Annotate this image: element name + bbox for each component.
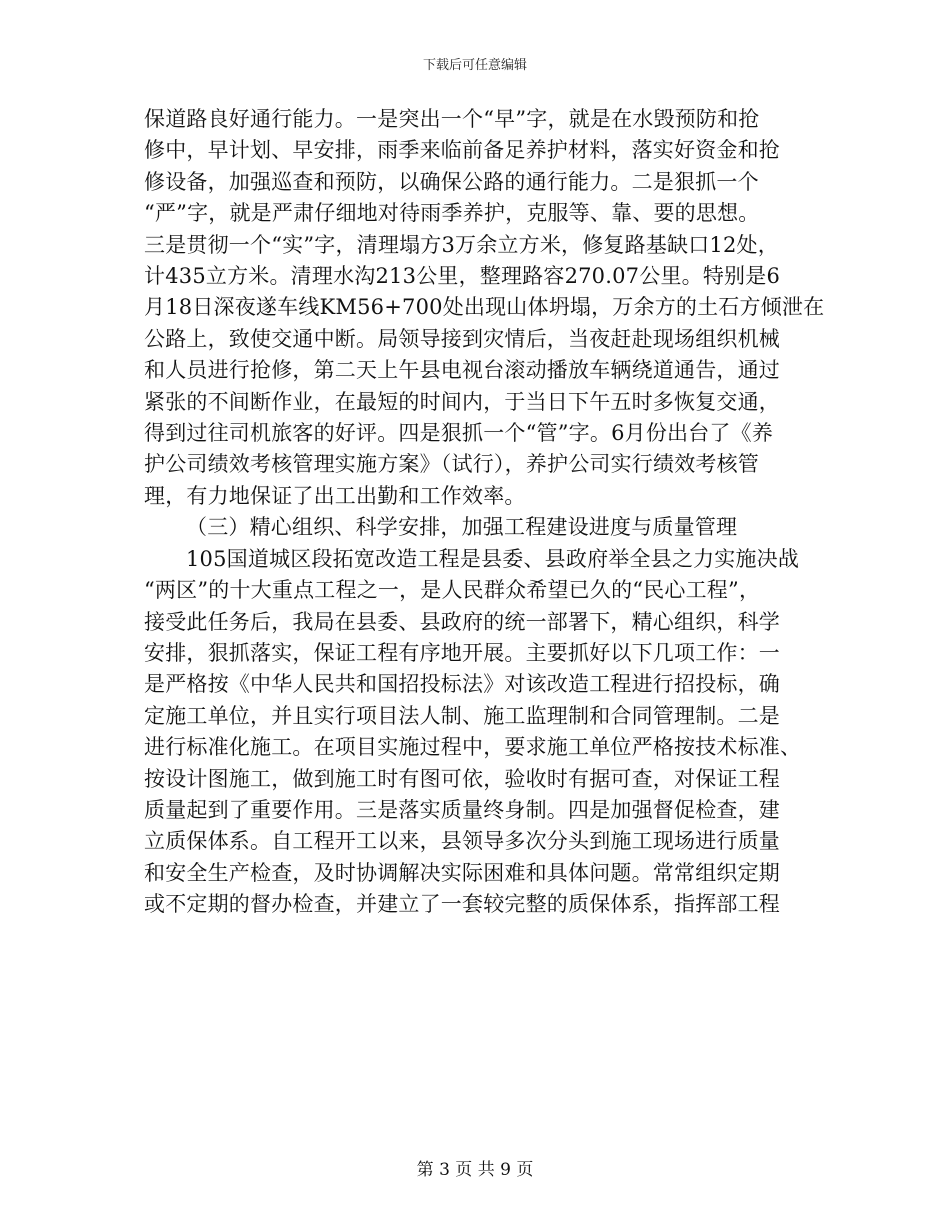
text-line: “两区”的十大重点工程之一，是人民群众希望已久的“民心工程”， — [144, 578, 761, 603]
text-line: 定施工单位，并且实行项目法人制、施工监理制和合同管理制。二是 — [144, 703, 780, 728]
page-footer: 第 3 页 共 9 页 — [416, 1160, 534, 1180]
text-line: 和安全生产检查，及时协调解决实际困难和具体问题。常常组织定期 — [144, 860, 780, 885]
text-line: 三是贯彻一个“实”字，清理塌方3万余立方米，修复路基缺口12处， — [144, 232, 779, 257]
page-header: 下载后可任意编辑 — [422, 58, 527, 73]
text-line: 和人员进行抢修，第二天上午县电视台滚动播放车辆绕道通告，通过 — [144, 358, 780, 383]
text-line: 理，有力地保证了出工出勤和工作效率。 — [144, 483, 526, 508]
text-line: 立质保体系。自工程开工以来，县领导多次分头到施工现场进行质量 — [144, 829, 780, 854]
text-line: 按设计图施工，做到施工时有图可依，验收时有据可查，对保证工程 — [144, 766, 780, 791]
text-line: 公路上，致使交通中断。局领导接到灾情后，当夜赶赴现场组织机械 — [144, 326, 780, 351]
text-line: 紧张的不间断作业，在最短的时间内，于当日下午五时多恢复交通， — [144, 389, 780, 414]
paragraph-2 — [144, 544, 804, 921]
text-line: “严”字，就是严肃仔细地对待雨季养护，克服等、靠、要的思想。 — [144, 201, 760, 226]
section-heading: （三）精心组织、科学安排，加强工程建设进度与质量管理 — [186, 515, 738, 540]
text-line: 保道路良好通行能力。一是突出一个“早”字，就是在水毁预防和抢 — [144, 107, 760, 131]
text-line: 护公司绩效考核管理实施方案》（试行），养护公司实行绩效考核管 — [144, 452, 759, 477]
document-body — [144, 104, 825, 921]
text-line: 修中，早计划、早安排，雨季来临前备足养护材料，落实好资金和抢 — [144, 138, 780, 163]
text-line: 进行标准化施工。在项目实施过程中，要求施工单位严格按技术标准、 — [144, 735, 802, 760]
text-line: 得到过往司机旅客的好评。四是狠抓一个“管”字。6月份出台了《养 — [144, 421, 774, 446]
text-line: 修设备，加强巡查和预防，以确保公路的通行能力。二是狠抓一个 — [144, 169, 759, 194]
text-line: 或不定期的督办检查，并建立了一套较完整的质保体系，指挥部工程 — [144, 892, 780, 917]
text-line: 是严格按《中华人民共和国招投标法》对该改造工程进行招投标，确 — [144, 672, 780, 697]
text-line: 月18日深夜遂车线KM56+700处出现山体坍塌，万余方的土石方倾泄在 — [144, 295, 825, 320]
text-line: 计435立方米。清理水沟213公里，整理路容270.07公里。特别是6 — [144, 264, 781, 289]
text-line: 安排，狠抓落实，保证工程有序地开展。主要抓好以下几项工作：一 — [144, 640, 780, 665]
text-line: 质量起到了重要作用。三是落实质量终身制。四是加强督促检查，建 — [144, 797, 780, 822]
paragraph-1 — [144, 104, 825, 512]
text-line: 105国道城区段拓宽改造工程是县委、县政府举全县之力实施决战 — [186, 546, 800, 571]
text-line: 接受此任务后，我局在县委、县政府的统一部署下，精心组织，科学 — [144, 609, 780, 634]
